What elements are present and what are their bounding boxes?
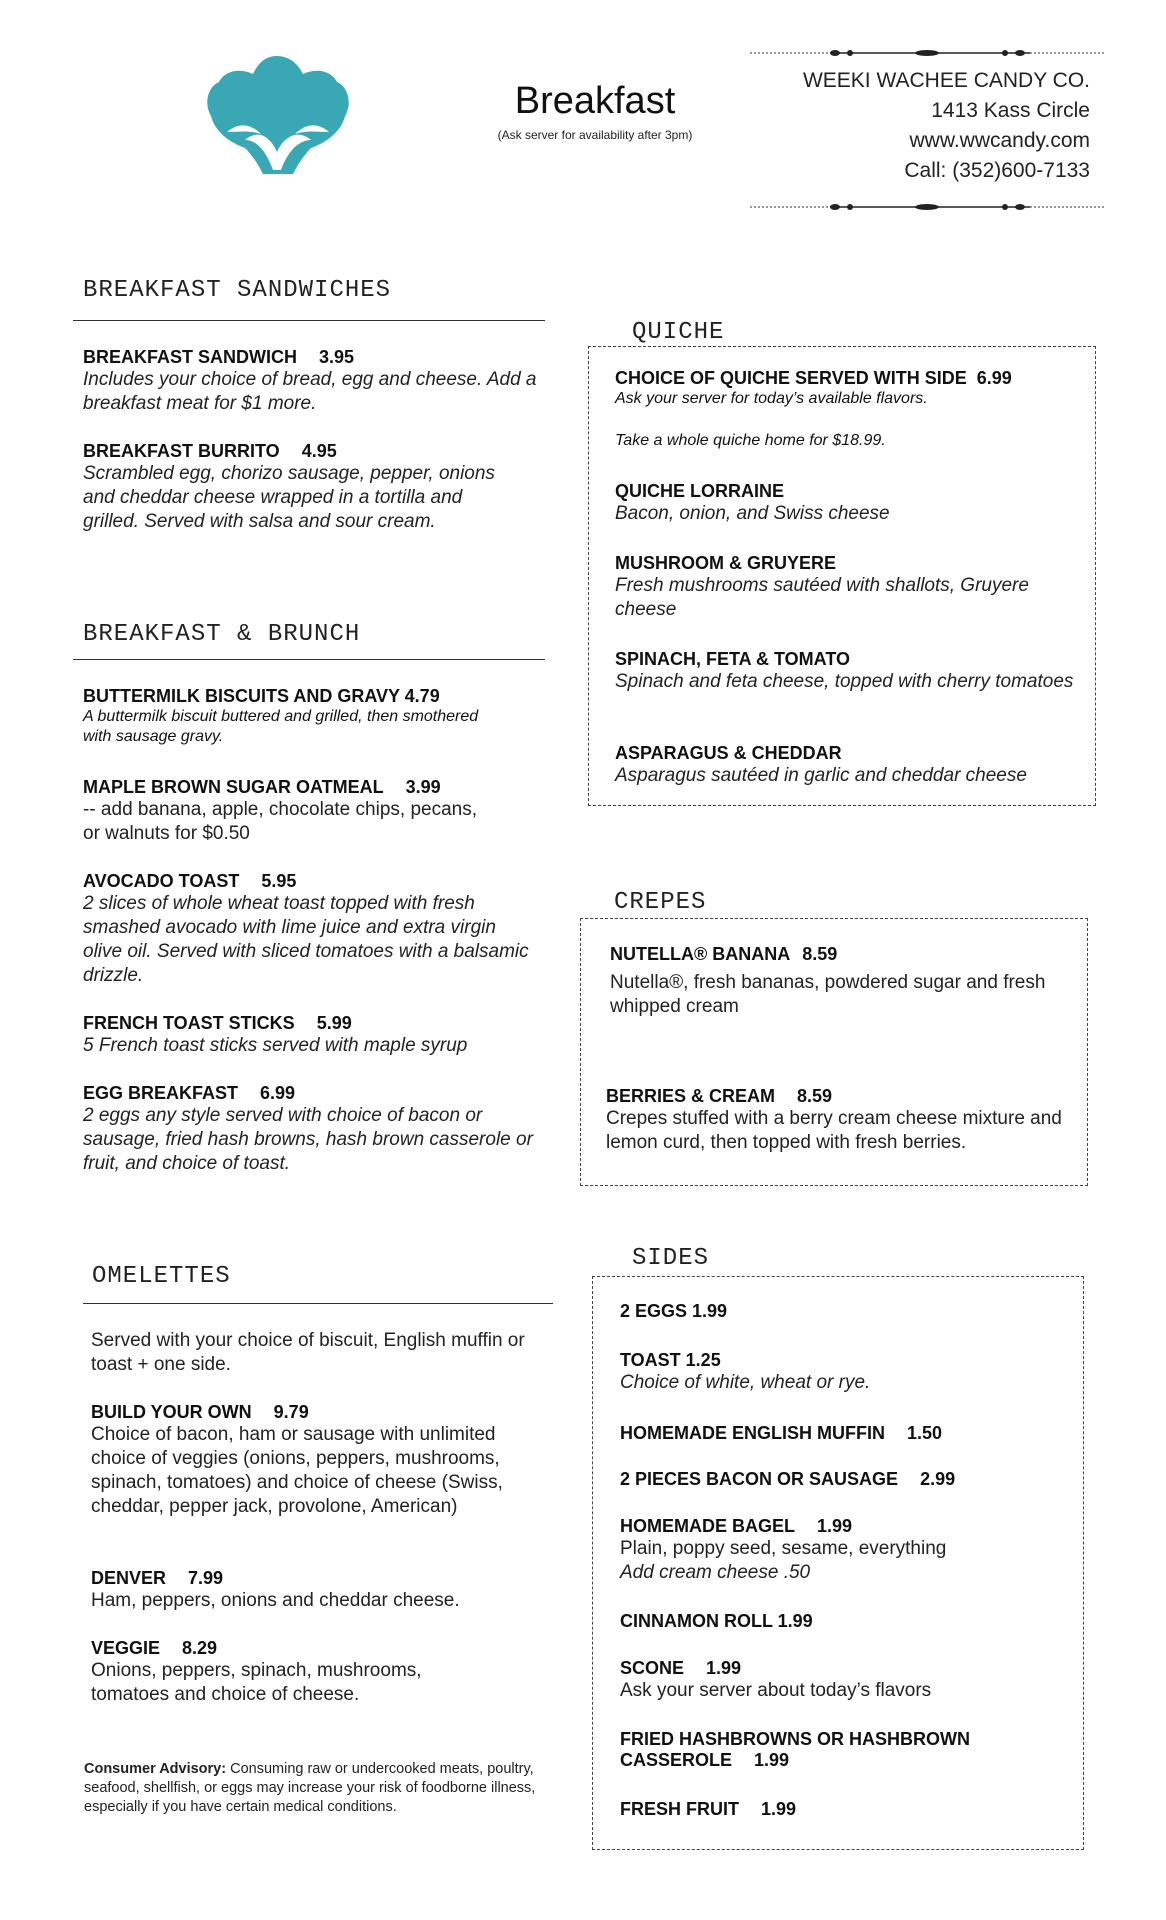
item-name: 2 PIECES BACON OR SAUSAGE: [620, 1469, 899, 1489]
item-description: Includes your choice of bread, egg and cheese. Add a breakfast meat for $1 more.: [83, 369, 537, 414]
item-name: 2 EGGS 1.99: [620, 1301, 728, 1321]
item-name: FRENCH TOAST STICKS: [83, 1013, 295, 1033]
item-price: 1.99: [754, 1750, 790, 1770]
item-description: Bacon, onion, and Swiss cheese: [615, 503, 890, 524]
item-description: Fresh mushrooms sautéed with shallots, Gruyere cheese: [615, 575, 1029, 620]
menu-item: [620, 1799, 1060, 1820]
item-description: A buttermilk biscuit buttered and grilled, then smothered with sausage gravy.: [83, 708, 479, 745]
menu-item: [91, 1568, 546, 1613]
item-description: Choice of bacon, ham or sausage with unlimited choice of veggies (onions, peppers, mushrooms, spinach, tomatoes) and choice of cheese (Swiss, cheddar, pepper jack, provolone, American): [91, 1424, 503, 1517]
item-name: BUTTERMILK BISCUITS AND GRAVY 4.79: [83, 686, 440, 706]
item-price: 8.59: [802, 944, 838, 964]
section-title-crepes: CREPES: [604, 889, 814, 916]
menu-item: [620, 1611, 1060, 1632]
item-description: Crepes stuffed with a berry cream cheese mixture and lemon curd, then topped with fresh berries.: [606, 1108, 1062, 1153]
menu-item: [620, 1658, 1060, 1703]
menu-item: [615, 481, 1075, 526]
item-price: 1.99: [761, 1799, 797, 1819]
item-description: Nutella®, fresh bananas, powdered sugar and fresh whipped cream: [610, 972, 1046, 1017]
item-name: QUICHE LORRAINE: [615, 481, 785, 501]
item-price: 1.99: [706, 1658, 742, 1678]
item-name: BREAKFAST BURRITO: [83, 441, 280, 461]
menu-item: [620, 1729, 1060, 1771]
item-price: 5.99: [316, 1013, 352, 1033]
item-description: Onions, peppers, spinach, mushrooms, tomatoes and choice of cheese.: [91, 1660, 422, 1705]
item-description: Plain, poppy seed, sesame, everything: [620, 1538, 947, 1559]
menu-item: [620, 1516, 1060, 1585]
item-price: 7.99: [188, 1568, 224, 1588]
item-name: CINNAMON ROLL 1.99: [620, 1611, 813, 1631]
menu-item: [91, 1638, 491, 1707]
menu-item: [83, 686, 483, 747]
section-title-omelettes: OMELETTES: [92, 1263, 231, 1290]
section-title-sides: SIDES: [622, 1245, 872, 1272]
item-name: CHOICE OF QUICHE SERVED WITH SIDE: [615, 368, 967, 388]
item-note: Add cream cheese .50: [620, 1562, 811, 1583]
item-name: NUTELLA® BANANA: [610, 944, 791, 964]
item-price: 3.99: [405, 777, 441, 797]
item-name: FRESH FRUIT: [620, 1799, 739, 1819]
section-rule: [73, 659, 545, 660]
item-name: DENVER: [91, 1568, 167, 1588]
section-title-sandwiches: BREAKFAST SANDWICHES: [83, 277, 392, 304]
menu-item: [83, 441, 523, 534]
item-name: TOAST 1.25: [620, 1350, 721, 1370]
item-name: MAPLE BROWN SUGAR OATMEAL: [83, 777, 384, 797]
item-price: 6.99: [976, 368, 1012, 388]
item-name: SCONE: [620, 1658, 685, 1678]
item-note: Take a whole quiche home for $18.99.: [615, 432, 886, 449]
menu-item: [615, 649, 1075, 694]
menu-item: [620, 1350, 1060, 1395]
menu-item: [83, 1013, 543, 1058]
company-address: 1413 Kass Circle: [931, 99, 1090, 122]
company-phone: Call: (352)600-7133: [904, 159, 1090, 182]
item-name: HOMEMADE BAGEL: [620, 1516, 795, 1536]
menu-item: [620, 1469, 1060, 1490]
menu-item: [606, 1086, 1081, 1155]
item-name: FRIED HASHBROWNS OR HASHBROWN: [620, 1729, 970, 1749]
menu-item: [615, 553, 1075, 622]
item-description: Spinach and feta cheese, topped with cherry tomatoes: [615, 671, 1074, 692]
item-description: Choice of white, wheat or rye.: [620, 1372, 871, 1393]
page-subtitle: (Ask server for availability after 3pm): [497, 128, 693, 142]
item-description: Ask your server for today’s available flavors.: [615, 390, 928, 407]
advisory-label: Consumer Advisory:: [84, 1761, 227, 1777]
item-price: 8.29: [182, 1638, 218, 1658]
item-name: BREAKFAST SANDWICH: [83, 347, 297, 367]
item-price: 1.50: [907, 1423, 943, 1443]
item-price: 2.99: [920, 1469, 956, 1489]
company-name: WEEKI WACHEE CANDY CO.: [802, 69, 1090, 92]
menu-item: [615, 743, 1085, 788]
item-description: Ham, peppers, onions and cheddar cheese.: [91, 1590, 460, 1611]
menu-item: [620, 1301, 1060, 1322]
section-rule: [73, 320, 545, 321]
section-title-brunch: BREAKFAST & BRUNCH: [83, 621, 361, 648]
section-rule: [83, 1303, 553, 1304]
item-name-continued: CASSEROLE: [620, 1750, 733, 1770]
item-name: MUSHROOM & GRUYERE: [615, 553, 837, 573]
seashell-logo: [205, 52, 350, 177]
omelettes-intro: Served with your choice of biscuit, English muffin or toast + one side.: [91, 1330, 525, 1375]
menu-item: [620, 1423, 1060, 1444]
menu-item: [83, 777, 483, 846]
item-description: 2 eggs any style served with choice of bacon or sausage, fried hash browns, hash brown casserole or fruit, and choice of toast.: [83, 1105, 533, 1174]
item-name: EGG BREAKFAST: [83, 1083, 239, 1103]
item-price: 6.99: [260, 1083, 296, 1103]
item-description: Ask your server about today’s flavors: [620, 1680, 932, 1701]
contact-block: [760, 66, 1090, 186]
menu-item: [610, 944, 1075, 1019]
item-name: HOMEMADE ENGLISH MUFFIN: [620, 1423, 885, 1443]
item-price: 3.95: [319, 347, 355, 367]
ornament-divider-bottom: [750, 200, 1105, 214]
item-description: 2 slices of whole wheat toast topped with fresh smashed avocado with lime juice and extra virgin olive oil. Served with sliced tomatoes with a balsamic drizzle.: [83, 893, 529, 986]
consumer-advisory: [84, 1760, 544, 1817]
menu-item: [83, 347, 543, 416]
page-title: Breakfast: [514, 80, 676, 122]
item-price: 1.99: [817, 1516, 853, 1536]
item-description: -- add banana, apple, chocolate chips, pecans, or walnuts for $0.50: [83, 799, 477, 844]
item-name: AVOCADO TOAST: [83, 871, 240, 891]
item-description: Asparagus sautéed in garlic and cheddar cheese: [615, 765, 1027, 786]
item-name: VEGGIE: [91, 1638, 161, 1658]
item-name: BUILD YOUR OWN: [91, 1402, 252, 1422]
menu-item: [83, 871, 533, 988]
item-price: 9.79: [273, 1402, 309, 1422]
item-name: ASPARAGUS & CHEDDAR: [615, 743, 842, 763]
advisory-text: Consuming raw or undercooked meats, poultry, seafood, shellfish, or eggs may increase your risk of foodborne illness, especially if you have certain medical conditions.: [84, 1761, 536, 1815]
item-price: 5.95: [261, 871, 297, 891]
company-website[interactable]: www.wwcandy.com: [909, 129, 1090, 152]
menu-item: [615, 368, 1085, 451]
item-name: BERRIES & CREAM: [606, 1086, 776, 1106]
item-name: SPINACH, FETA & TOMATO: [615, 649, 851, 669]
ornament-divider-top: [750, 46, 1105, 60]
item-price: 8.59: [797, 1086, 833, 1106]
section-title-quiche: QUICHE: [622, 319, 842, 346]
item-description: 5 French toast sticks served with maple syrup: [83, 1035, 468, 1056]
item-description: Scrambled egg, chorizo sausage, pepper, onions and cheddar cheese wrapped in a tortilla and grilled. Served with salsa and sour cream.: [83, 463, 495, 532]
menu-item: [83, 1083, 538, 1176]
menu-item: [91, 1402, 546, 1519]
item-price: 4.95: [301, 441, 337, 461]
